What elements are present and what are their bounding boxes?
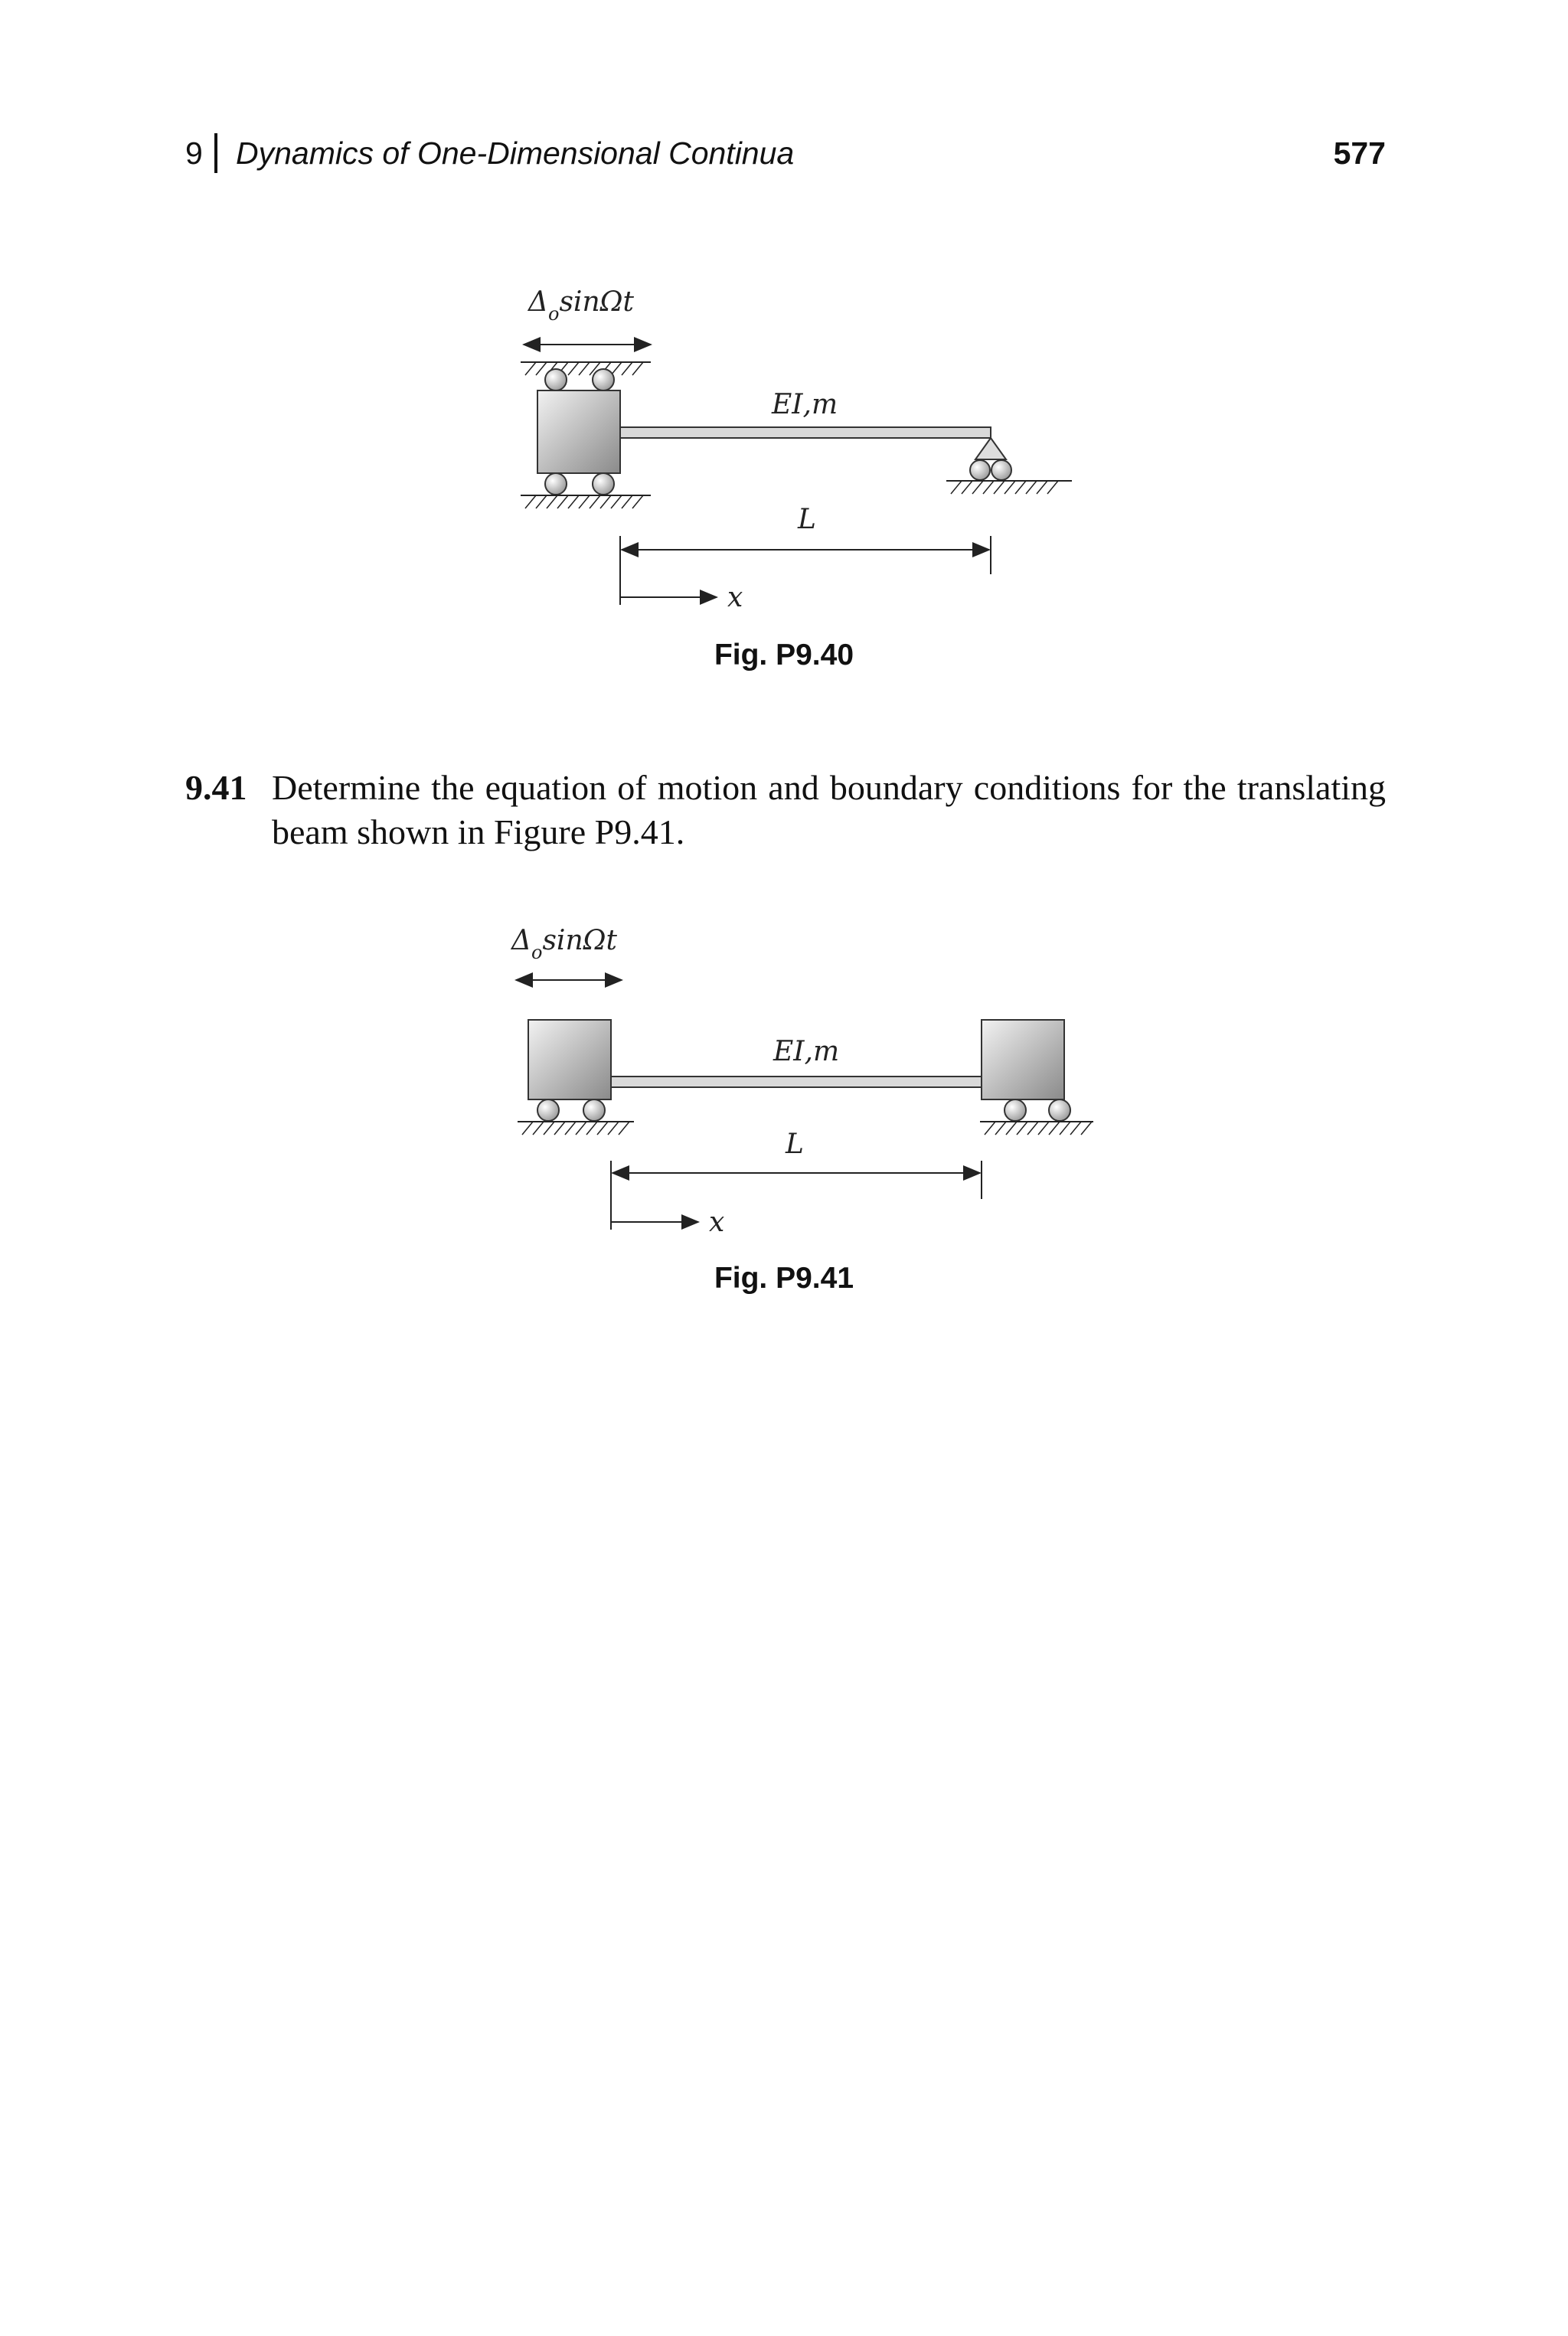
problem-number: 9.41 — [185, 768, 247, 807]
bottom-roller-left — [545, 473, 567, 495]
pin-roller-right — [991, 460, 1011, 480]
length-label: L — [786, 1129, 804, 1160]
x-label: x — [709, 1207, 725, 1238]
chapter-number: 9 — [185, 136, 203, 171]
x-label: x — [727, 582, 743, 613]
top-roller-left — [545, 369, 567, 390]
problem-text: Determine the equation of motion and boundary conditions for the translating beam shown in Figure P9.41. — [272, 768, 1386, 851]
top-ground-hatch — [525, 362, 643, 375]
beam-label: EI,m — [772, 389, 838, 420]
beam — [620, 427, 991, 438]
length-label: L — [798, 504, 816, 535]
right-ground-hatch — [951, 481, 1058, 494]
translating-block — [537, 390, 620, 473]
chapter-title: Dynamics of One-Dimensional Continua — [236, 136, 795, 171]
figure-p9-40 — [505, 268, 1102, 620]
running-header — [0, 130, 1568, 176]
left-roller-2 — [583, 1099, 605, 1121]
left-roller-1 — [537, 1099, 559, 1121]
header-divider — [214, 133, 217, 173]
beam-label: EI,m — [773, 1036, 840, 1067]
right-roller-1 — [1004, 1099, 1026, 1121]
left-ground-hatch — [522, 1122, 629, 1135]
page-number: 577 — [1333, 136, 1386, 171]
figure-caption-p9-40: Fig. P9.40 — [714, 639, 854, 671]
excitation-label: $\Delta_o\sin\Omega t$ — [511, 925, 617, 963]
top-roller-right — [593, 369, 614, 390]
bottom-roller-right — [593, 473, 614, 495]
right-ground-hatch — [985, 1122, 1092, 1135]
right-block-body — [982, 1020, 1064, 1099]
excitation-label: $\Delta_o\sin\Omega t$ — [528, 286, 634, 325]
figure-p9-40-drawing — [505, 268, 1102, 620]
pin-support — [975, 438, 1006, 459]
right-roller-2 — [1049, 1099, 1070, 1121]
pin-roller-left — [970, 460, 990, 480]
left-block — [528, 1020, 611, 1099]
bottom-ground-hatch — [525, 495, 643, 508]
figure-p9-41 — [498, 919, 1095, 1240]
beam — [611, 1077, 982, 1087]
figure-p9-41-drawing — [498, 919, 1095, 1240]
problem-9-41 — [185, 766, 1386, 854]
figure-caption-p9-41: Fig. P9.41 — [714, 1262, 854, 1295]
